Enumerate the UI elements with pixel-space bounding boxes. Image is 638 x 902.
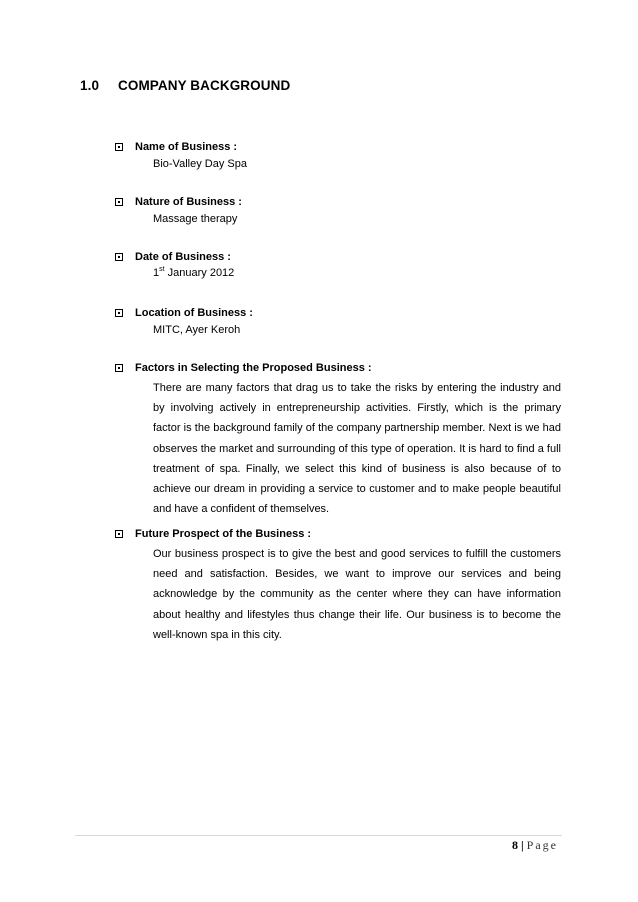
item-label: Nature of Business : bbox=[135, 196, 242, 208]
date-day: 1 bbox=[153, 267, 160, 279]
item-paragraph: There are many factors that drag us to take the risks by entering the industry and by involving actively in entrepreneurship activities. Firstly, which is the primary factor is the background family of the company partnership member. Next is we had observes the market and surrounding of this type of operation. It is hard to find a full treatment of spa. Finally, we select this kind of business is also because of to achieve our dream in providing a service to customer and to make people beautiful and have a confident of themselves. bbox=[153, 382, 561, 516]
item-label: Date of Business : bbox=[135, 251, 231, 263]
checkbox-bullet-icon bbox=[115, 143, 123, 151]
item-paragraph: Our business prospect is to give the best and good services to fulfill the customers need and satisfaction. Besides, we want to improve our services and being acknowledge by the community as the center where they can have information about healthy and lifestyles thus change their life. Our business is to become the well-known spa in this city. bbox=[153, 548, 561, 641]
item-value: Massage therapy bbox=[153, 213, 238, 225]
item-label: Factors in Selecting the Proposed Business : bbox=[135, 362, 372, 374]
item-value: Bio-Valley Day Spa bbox=[153, 158, 247, 170]
checkbox-bullet-icon bbox=[115, 253, 123, 261]
item-label: Name of Business : bbox=[135, 141, 238, 153]
page-footer bbox=[512, 838, 558, 853]
checkbox-bullet-icon bbox=[115, 198, 123, 206]
footer-divider bbox=[75, 835, 562, 836]
checkbox-bullet-icon bbox=[115, 530, 123, 538]
checkbox-bullet-icon bbox=[115, 309, 123, 317]
date-rest: January 2012 bbox=[164, 267, 235, 279]
section-title: COMPANY BACKGROUND bbox=[118, 78, 291, 93]
page-number: 8 bbox=[512, 838, 519, 852]
item-value: MITC, Ayer Keroh bbox=[153, 324, 241, 336]
footer-separator: | bbox=[521, 838, 524, 852]
page-word: Page bbox=[526, 838, 558, 852]
item-label: Future Prospect of the Business : bbox=[135, 528, 312, 540]
section-heading bbox=[80, 78, 290, 93]
checkbox-bullet-icon bbox=[115, 364, 123, 372]
item-label: Location of Business : bbox=[135, 307, 253, 319]
section-number: 1.0 bbox=[80, 78, 100, 93]
item-value bbox=[153, 267, 234, 279]
date-ordinal-suffix: st bbox=[159, 266, 165, 273]
